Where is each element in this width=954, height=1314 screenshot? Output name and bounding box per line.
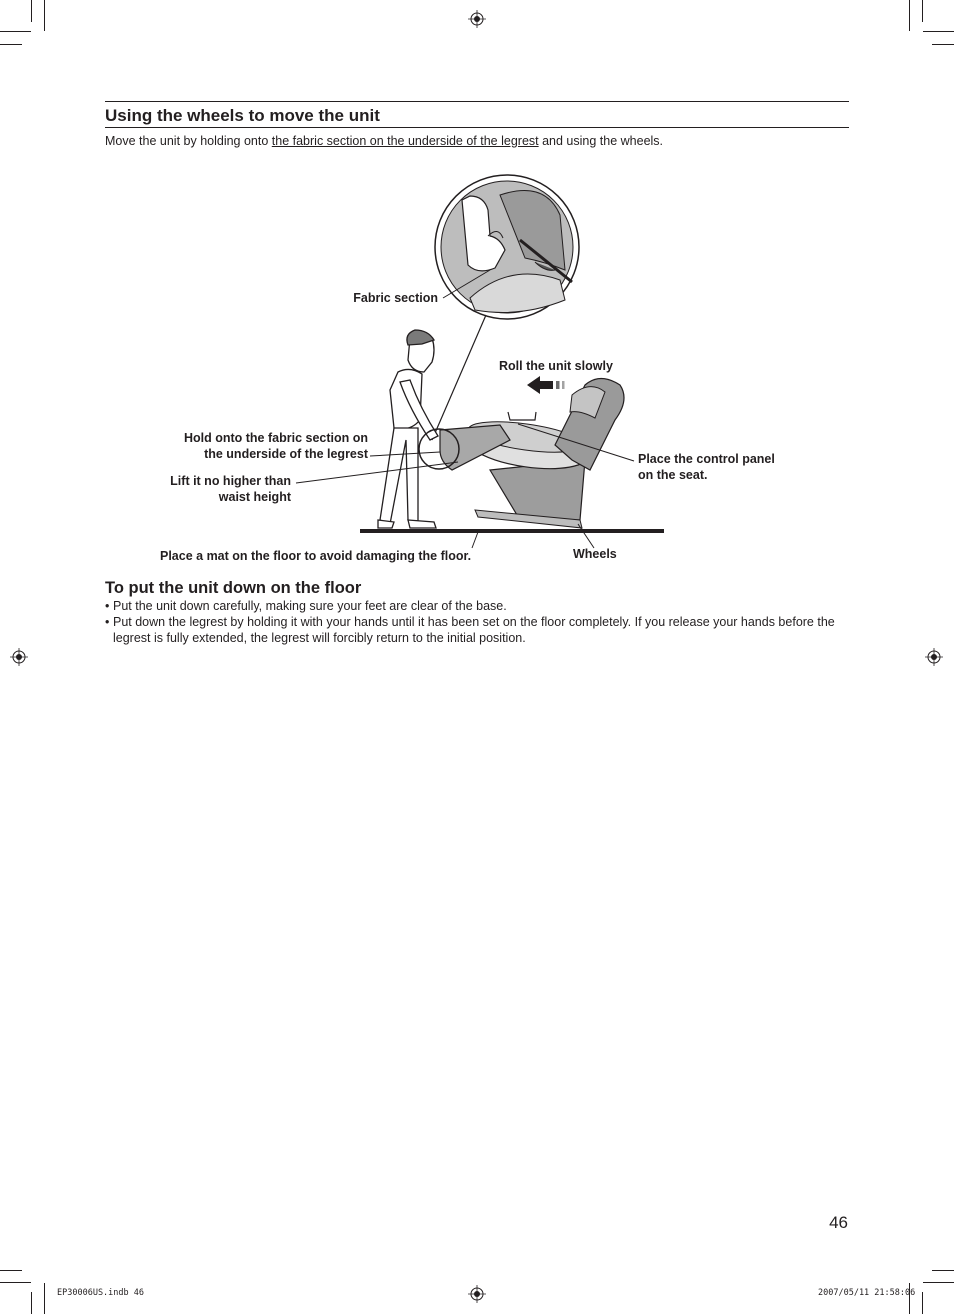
print-slug-file: EP30006US.indb 46 xyxy=(57,1288,144,1298)
registration-mark-icon xyxy=(468,1285,486,1303)
label-wheels: Wheels xyxy=(573,547,617,561)
crop-mark xyxy=(909,0,910,31)
crop-mark xyxy=(0,1282,31,1283)
registration-mark-icon xyxy=(10,648,28,666)
registration-mark-icon xyxy=(925,648,943,666)
crop-mark xyxy=(0,1270,22,1271)
intro-text-end: and using the wheels. xyxy=(538,134,664,148)
section-title: Using the wheels to move the unit xyxy=(105,101,849,128)
registration-mark-icon xyxy=(468,10,486,28)
floor-section-title: To put the unit down on the floor xyxy=(105,579,362,597)
label-floor-mat: Place a mat on the floor to avoid damaging the floor. xyxy=(160,549,472,563)
crop-mark xyxy=(44,1283,45,1314)
label-control-panel-line1: Place the control panel xyxy=(638,452,775,466)
label-roll-slowly: Roll the unit slowly xyxy=(499,359,613,373)
bullet-mark: • xyxy=(105,599,110,613)
crop-mark xyxy=(932,1270,954,1271)
label-control-panel xyxy=(638,451,775,483)
intro-text xyxy=(105,133,663,149)
label-hold-fabric xyxy=(150,430,368,462)
crop-mark xyxy=(0,31,31,32)
crop-mark xyxy=(0,44,22,45)
roll-direction-arrow-icon xyxy=(527,376,565,394)
person-figure xyxy=(378,330,438,528)
fabric-section-closeup xyxy=(435,175,579,319)
moving-unit-illustration xyxy=(0,160,954,570)
bullet-mark: • xyxy=(105,615,110,629)
crop-mark xyxy=(31,0,32,22)
label-lift-height xyxy=(140,473,291,505)
crop-mark xyxy=(932,44,954,45)
list-item-text: Put the unit down carefully, making sure your feet are clear of the base. xyxy=(113,599,507,613)
print-slug-timestamp: 2007/05/11 21:58:06 xyxy=(818,1288,916,1298)
crop-mark xyxy=(922,0,923,22)
label-hold-fabric-line2: the underside of the legrest xyxy=(204,447,368,461)
intro-text-start: Move the unit by holding onto xyxy=(105,134,272,148)
list-item-text: Put down the legrest by holding it with your hands until it has been set on the floor completely. If you release your hands before the legrest is fully extended, the legrest will forcibly return to the initial position. xyxy=(113,615,835,645)
massage-chair xyxy=(440,379,624,529)
crop-mark xyxy=(923,31,954,32)
crop-mark xyxy=(44,0,45,31)
crop-mark xyxy=(922,1292,923,1314)
label-control-panel-line2: on the seat. xyxy=(638,468,708,482)
label-lift-height-line1: Lift it no higher than xyxy=(170,474,291,488)
list-item xyxy=(105,598,853,614)
label-lift-height-line2: waist height xyxy=(218,490,291,504)
page-number: 46 xyxy=(829,1213,848,1232)
crop-mark xyxy=(923,1282,954,1283)
crop-mark xyxy=(31,1292,32,1314)
intro-underlined-text: the fabric section on the underside of the legrest xyxy=(271,134,539,148)
label-fabric-section: Fabric section xyxy=(353,291,438,305)
list-item xyxy=(105,614,853,646)
label-hold-fabric-line1: Hold onto the fabric section on xyxy=(183,431,368,445)
